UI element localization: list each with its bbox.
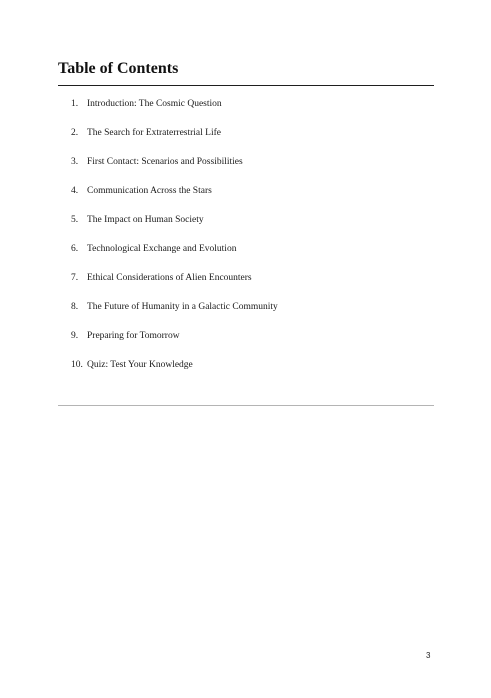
- toc-item-label: The Search for Extraterrestrial Life: [87, 128, 221, 138]
- page-number: 3: [426, 651, 431, 660]
- toc-item-number: 2.: [71, 128, 79, 138]
- toc-item-ethical-considerations[interactable]: [71, 271, 421, 300]
- toc-item-number: 6.: [71, 244, 79, 254]
- toc-item-label: Introduction: The Cosmic Question: [87, 99, 222, 109]
- toc-item-label: The Future of Humanity in a Galactic Community: [87, 302, 278, 312]
- toc-item-number: 4.: [71, 186, 79, 196]
- toc-item-introduction[interactable]: [71, 97, 421, 126]
- toc-item-number: 10.: [71, 360, 83, 370]
- toc-item-number: 1.: [71, 99, 79, 109]
- toc-item-label: First Contact: Scenarios and Possibilities: [87, 157, 243, 167]
- toc-item-number: 3.: [71, 157, 79, 167]
- toc-item-impact-on-society[interactable]: [71, 213, 421, 242]
- toc-item-future-of-humanity[interactable]: [71, 300, 421, 329]
- toc-item-label: Communication Across the Stars: [87, 186, 212, 196]
- toc-title: Table of Contents: [58, 60, 179, 77]
- toc-item-first-contact[interactable]: [71, 155, 421, 184]
- toc-item-label: The Impact on Human Society: [87, 215, 204, 225]
- toc-item-search-for-life[interactable]: [71, 126, 421, 155]
- toc-item-label: Preparing for Tomorrow: [87, 331, 180, 341]
- toc-item-number: 5.: [71, 215, 79, 225]
- title-divider: [58, 85, 434, 86]
- toc-item-preparing-for-tomorrow[interactable]: [71, 329, 421, 358]
- toc-item-communication[interactable]: [71, 184, 421, 213]
- toc-item-number: 8.: [71, 302, 79, 312]
- toc-list: [71, 97, 421, 387]
- toc-item-number: 7.: [71, 273, 79, 283]
- toc-item-number: 9.: [71, 331, 79, 341]
- toc-item-label: Technological Exchange and Evolution: [87, 244, 237, 254]
- toc-item-quiz[interactable]: [71, 358, 421, 387]
- section-divider: [58, 405, 434, 406]
- toc-item-label: Ethical Considerations of Alien Encounters: [87, 273, 252, 283]
- toc-item-technological-exchange[interactable]: [71, 242, 421, 271]
- toc-item-label: Quiz: Test Your Knowledge: [87, 360, 193, 370]
